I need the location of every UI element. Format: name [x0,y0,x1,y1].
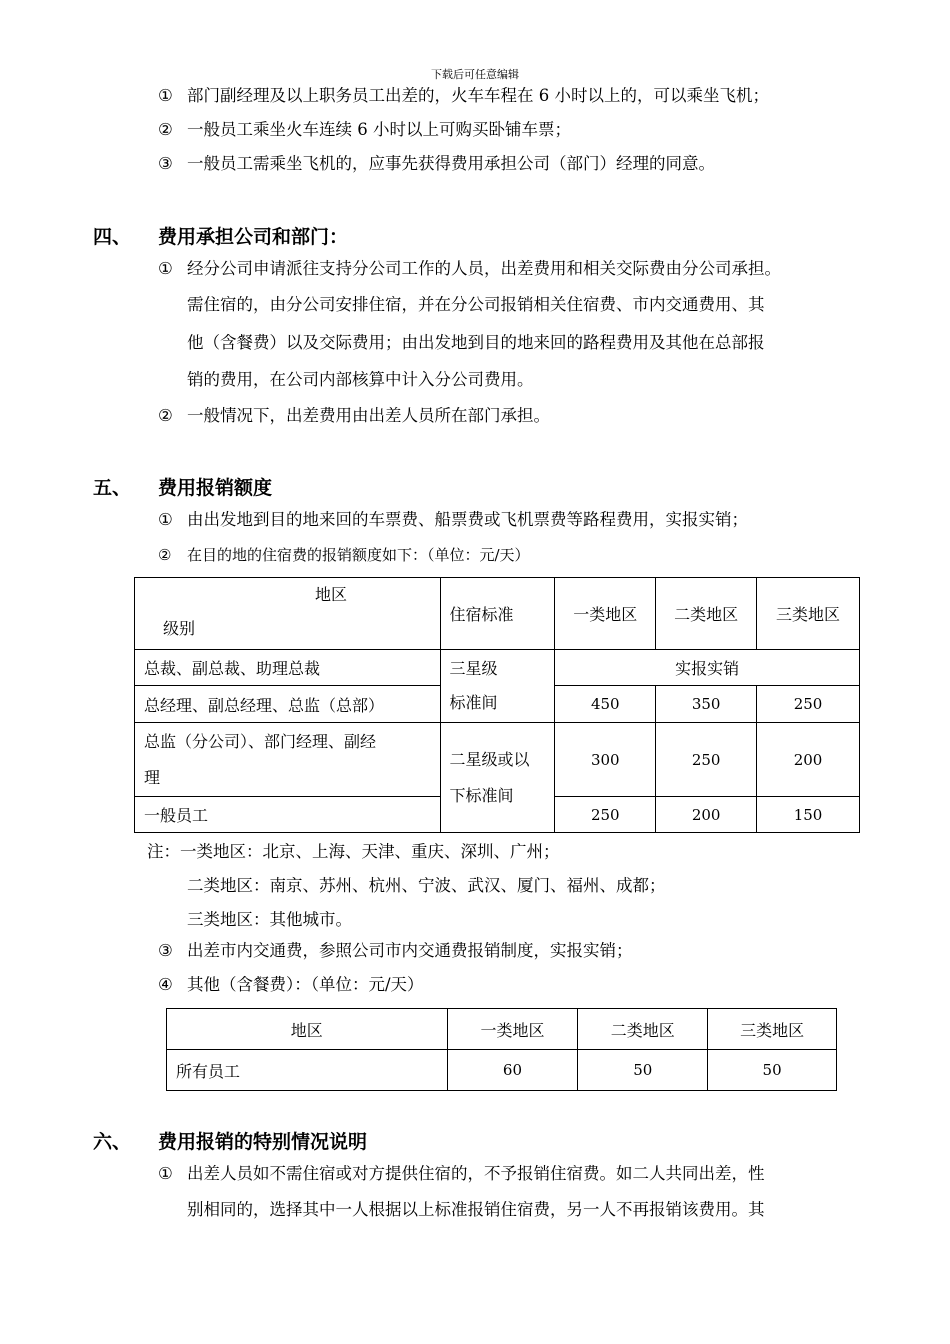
item-number: ② [158,120,173,139]
item-text: 经分公司申请派往支持分公司工作的人员，出差费用和相关交际费由分公司承担。 [187,259,781,278]
section-title: 费用承担公司和部门： [158,226,349,248]
standard-line: 二星级或以 [449,749,530,769]
region-level-header-cell [135,578,441,650]
level-cell [135,723,441,797]
table-row [167,1050,837,1091]
item-number: ① [158,259,173,278]
level-line: 理 [144,767,161,787]
value-cell: 60 [447,1050,578,1091]
value-cell: 200 [757,723,860,797]
region-2-header: 二类地区 [578,1009,708,1050]
item-text: 一般员工需乘坐飞机的，应事先获得费用承担公司（部门）经理的同意。 [187,154,715,173]
item-text: 其他（含餐费）：（单位：元/天） [187,975,424,994]
level-header: 级别 [163,619,196,638]
item-number: ① [158,1164,173,1183]
region-3-header: 三类地区 [708,1009,837,1050]
region-header: 地区 [315,585,348,604]
item-text: 他（含餐费）以及交际费用；由出发地到目的地来回的路程费用及其他在总部报 [187,333,765,352]
item-number: ③ [158,941,173,960]
level-cell: 总经理、副总经理、总监（总部） [135,686,441,723]
standard-cell [440,650,555,723]
section-title: 费用报销的特别情况说明 [158,1131,368,1153]
item-number: ① [158,510,173,529]
standard-header: 住宿标准 [440,578,555,650]
item-number: ④ [158,975,173,994]
item-text: 由出发地到目的地来回的车票费、船票费或飞机票费等路程费用，实报实销； [187,510,748,529]
item-text: 一般情况下，出差费用由出差人员所在部门承担。 [187,406,550,425]
table-row [135,650,860,686]
meal-allowance-table [166,1008,837,1091]
value-cell: 350 [656,686,757,723]
value-cell: 250 [757,686,860,723]
region-2-header: 二类地区 [656,578,757,650]
lodging-limit-table [134,577,860,833]
row-label-cell: 所有员工 [167,1050,448,1091]
table-row [135,723,860,797]
item-text: 在目的地的住宿费的报销额度如下：（单位：元/天） [187,546,530,564]
item-text: 别相同的，选择其中一人根据以上标准报销住宿费，另一人不再报销该费用。其 [187,1200,765,1219]
region-header: 地区 [167,1009,448,1050]
value-cell: 50 [708,1050,837,1091]
section-title: 费用报销额度 [158,477,273,499]
standard-line: 标准间 [449,693,498,712]
table-header-row [135,578,860,650]
note-line: 二类地区：南京、苏州、杭州、宁波、武汉、厦门、福州、成都； [187,876,666,895]
section-number: 四、 [93,226,132,248]
note-line: 三类地区：其他城市。 [187,910,352,929]
item-number: ③ [158,154,173,173]
standard-line: 三星级 [449,659,498,678]
value-cell: 200 [656,797,757,833]
level-line: 总监（分公司）、部门经理、副经 [144,731,377,751]
item-text: 销的费用，在公司内部核算中计入分公司费用。 [187,370,534,389]
item-text: 部门副经理及以上职务员工出差的，火车车程在 6 小时以上的，可以乘坐飞机； [187,86,769,105]
level-cell: 总裁、副总裁、助理总裁 [135,650,441,686]
page-header: 下载后可任意编辑 [431,68,519,81]
item-text: 出差人员如不需住宿或对方提供住宿的，不予报销住宿费。如二人共同出差，性 [187,1164,765,1183]
standard-line: 下标准间 [449,785,514,805]
region-3-header: 三类地区 [757,578,860,650]
value-cell: 300 [555,723,656,797]
value-cell: 450 [555,686,656,723]
level-cell: 一般员工 [135,797,441,833]
item-number: ② [158,546,172,564]
item-text: 一般员工乘坐火车连续 6 小时以上可购买卧铺车票； [187,120,571,139]
item-text: 出差市内交通费，参照公司市内交通费报销制度，实报实销； [187,941,633,960]
standard-cell [440,723,555,833]
region-1-header: 一类地区 [447,1009,578,1050]
item-text: 需住宿的，由分公司安排住宿，并在分公司报销相关住宿费、市内交通费用、其 [187,295,765,314]
item-number: ① [158,86,173,105]
actual-cost-cell: 实报实销 [555,650,860,686]
section-number: 五、 [93,477,132,499]
value-cell: 250 [555,797,656,833]
section-number: 六、 [93,1131,132,1153]
value-cell: 150 [757,797,860,833]
value-cell: 250 [656,723,757,797]
note-line: 注：一类地区：北京、上海、天津、重庆、深圳、广州； [147,842,560,861]
value-cell: 50 [578,1050,708,1091]
item-number: ② [158,406,173,425]
region-1-header: 一类地区 [555,578,656,650]
table-header-row [167,1009,837,1050]
